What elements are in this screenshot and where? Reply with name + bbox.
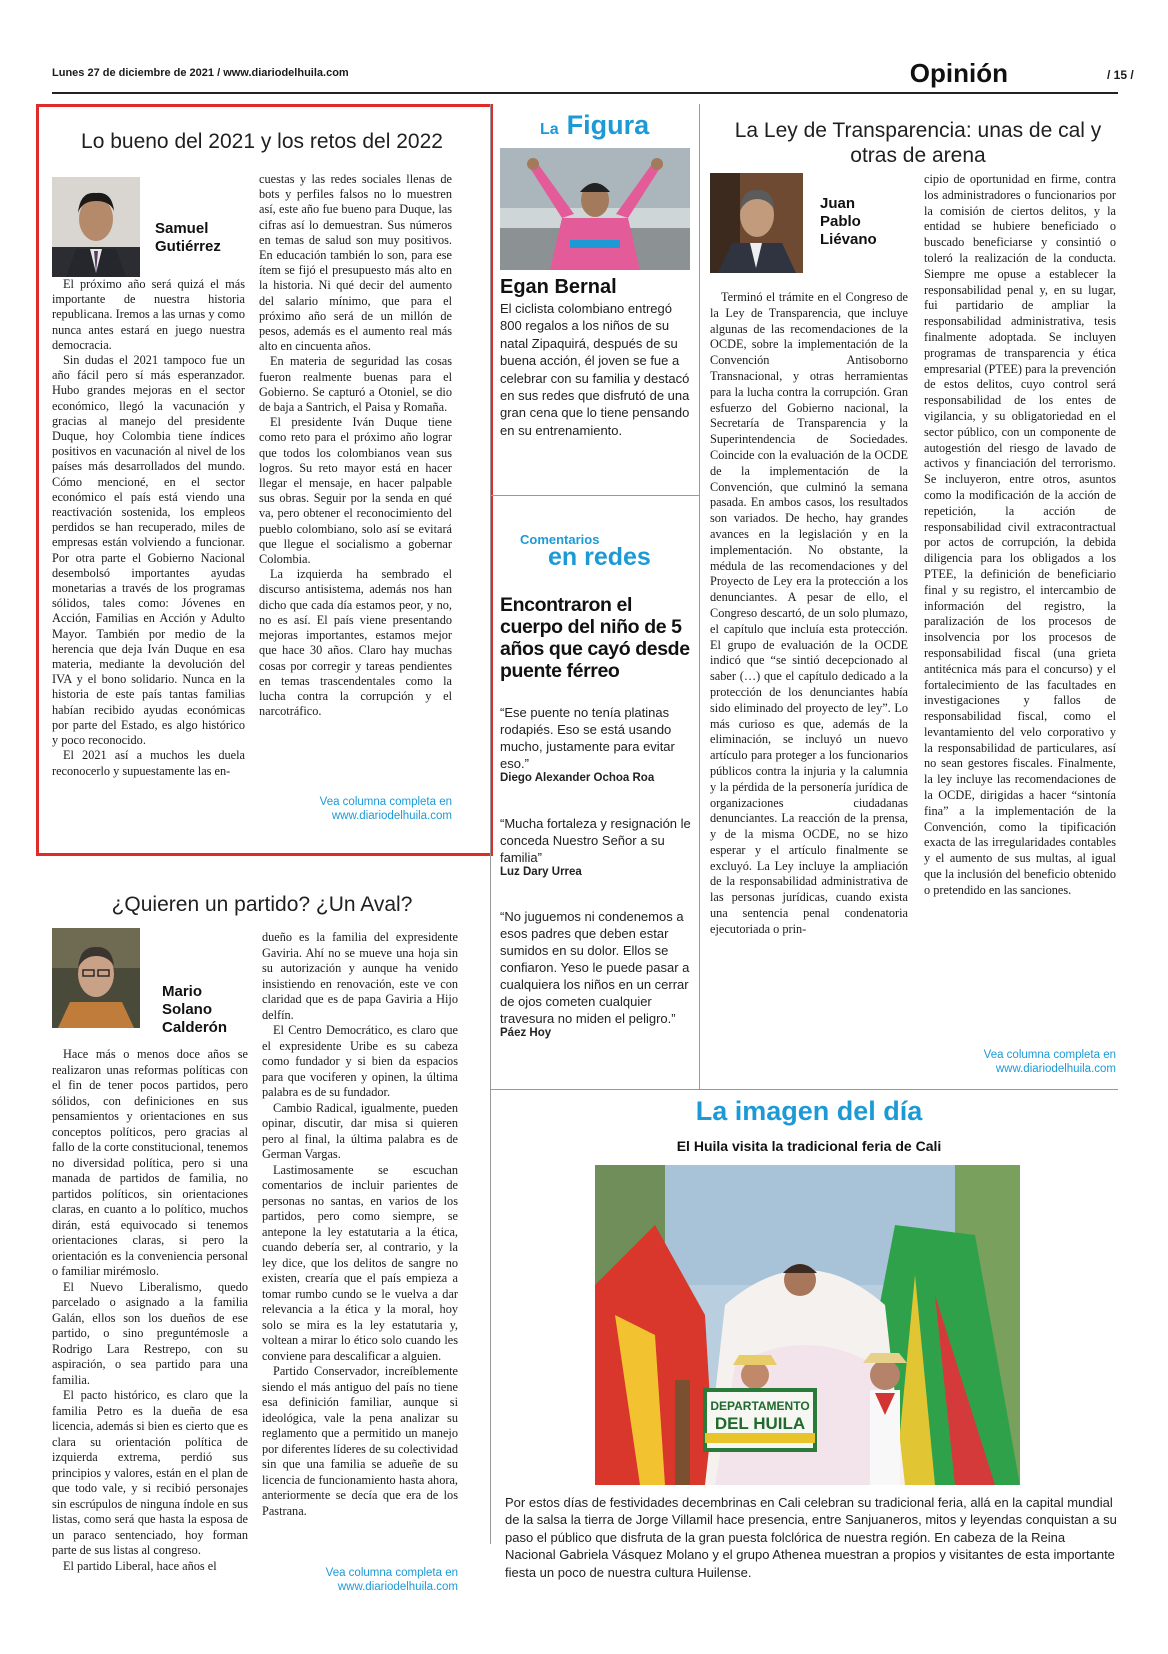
figura-name: Egan Bernal (500, 276, 617, 298)
article2-title: La Ley de Transparencia: unas de cal y otras de arena (734, 119, 1102, 167)
quote-author: Luz Dary Urrea (500, 866, 582, 878)
article2-more-link[interactable]: Vea columna completa en www.diariodelhuila.com (983, 1049, 1116, 1075)
imagen-photo (595, 1165, 1020, 1485)
article1-more-link[interactable]: Vea columna completa en www.diariodelhuila.com (319, 796, 452, 822)
article3-title: ¿Quieren un partido? ¿Un Aval? (111, 893, 413, 916)
author3-name: Mario Solano Calderón (162, 983, 228, 1036)
paragraph: El pacto histórico, es claro que la familia Petro es la dueña de esa licencia, además si bien es cierto que es clara su orientación política de izquierda extrema, perdió sus principios y valores, están en el plan de que todo vale, y si recibió personajes sin escrúpulos de ninguna índole en sus listas, como será que hasta la esposa de un paraco sentenciado, hoy forman parte de sus listas al congreso. (52, 1388, 248, 1557)
redes-headline: Encontraron el cuerpo del niño de 5 años que cayó desde puente férreo (500, 594, 690, 682)
quote-author: Páez Hoy (500, 1027, 552, 1039)
imagen-caption: Por estos días de festividades decembrinas en Cali celebran su tradicional feria, allá en la capital mundial de la salsa la tierra de Jorge Villamil hace presencia, entre Sanjuaneros, mitos y leyendas conquistan a su paso el público que disfruta de la gran puesta folclórica de nuestra región. En cabeza de la Reina Nacional Gabriela Vásquez Molano y el grupo Athenea muestran a propios y visitantes de esta importante fiesta un poco de nuestra cultura Huilense. (505, 1495, 1117, 1580)
figura-heading (540, 110, 649, 141)
quote-text: “Ese puente no tenía platinas rodapiés. Eso se está usando mucho, justamente para evitar eso.” (500, 705, 675, 771)
figura-text: El ciclista colombiano entregó 800 regalos a los niños de su natal Zipaquirá, después de su buena acción, él joven se fue a celebrar con su familia y destacó en sus redes que disfrutó de una gran cena que lo tiene pensando en su entrenamiento. (500, 301, 690, 438)
article3-col1 (52, 1047, 248, 1574)
paragraph: En materia de seguridad las cosas fueron realmente buenas para el Gobierno. Se capturó a Otoniel, se dio de baja a Santrich, el Paisa y Romaña. (259, 354, 452, 415)
section-title: Opinión (909, 58, 1008, 88)
column-divider (490, 104, 491, 1544)
article1-col2 (259, 172, 452, 719)
quote-author: Diego Alexander Ochoa Roa (500, 772, 655, 784)
paragraph: Terminó el trámite en el Congreso de la Ley de Transparencia, que incluye algunas de las recomendaciones de la OCDE, sobre la implementación de la Convención Antisoborno Transnacional, y otras herramientas para la lucha contra la corrupción. Gran esfuerzo del Gobierno nacional, la Secretaría de Transparencia y la Superintendencia de Sociedades. Coincide con la evaluación de la OCDE de la implementación de la Convención, que culminó la semana pasada. En ambos casos, los resultados son variados. De hecho, hay grandes avances en la legislación y en la implementación. No obstante, la médula de las recomendaciones y del Proyecto de Ley era la protección a los denunciantes. A pesar de ello, el Congreso descartó, de un solo plumazo, el capítulo que incluía esta protección. El grupo de evaluación de la OCDE indicó que “se sintió decepcionado al saber (…) que el capítulo dedicado a la protección de los denunciantes había sido eliminado del proyecto de ley”. Lo más curioso es que, además de la eliminación, se incluyó un nuevo artículo para proteger a los funcionarios públicos contra la injuria y la calumnia y la pérdida de la personería jurídica de organizaciones ciudadanas denunciantes. La reacción de la prensa, y de la misma OCDE, no se hizo esperar y el artículo finalmente se excluyó. La Ley incluye la ampliación de la responsabilidad administrativa de las personas jurídicas, cuando exista una sentencia penal condenatoria ejecutoriada o prin- (710, 290, 908, 936)
quote-1 (500, 704, 692, 784)
paragraph: Partido Conservador, increíblemente siendo el más antiguo del país no tiene esa definición familiar, aunque si ideológica, vale la pena analizar su reglamento que a permitido un manejo por diferentes líderes de su colectividad sin que una familia se adueñe de su licencia de funcionamiento hasta ahora, anteriormente se decía que era de los Pastrana. (262, 1364, 458, 1518)
author1-photo (52, 177, 140, 277)
paragraph: Hace más o menos doce años se realizaron unas reformas políticas con el fin de tener pocos partidos, pero sólidos, con definiciones en sus pensamientos y orientaciones en sus conceptos políticos, pero gracias al fallo de la corte constitucional, tenemos no diversidad política, pero si una manada de partidos de familia, no partidos políticos, sin orientaciones claras, en cuanto a lo político, muchos dirán, está equivocado si tenemos orientaciones claras, si pero la orientación es la conveniencia personal o familiar mirémoslo. (52, 1047, 248, 1278)
paragraph: Cambio Radical, igualmente, pueden opinar, discutir, dar misa si quieren pero al final, la última palabra es de German Vargas. (262, 1100, 458, 1161)
section-divider (490, 1089, 1118, 1090)
paragraph: La izquierda ha sembrado el discurso antisistema, además nos han dicho que cada día estamos peor, y no, no es así. El país viene presentando mejoras importantes, estamos mejor que hace 30 años. Claro hay muchas cosas por corregir y tareas pendientes en temas trascendentales como la lucha contra la corrupción y el narcotráfico. (259, 567, 452, 719)
figura-kicker: La (540, 121, 559, 138)
author1-name: Samuel Gutiérrez (155, 220, 221, 255)
quote-text: “No juguemos ni condenemos a esos padres que deben estar sumidos en su dolor. Ellos se confiaron. Yeso le puede pasar a cualquiera los niños en un cerrar de ojos cometen cualquier travesura no miden el peligro.” (500, 909, 690, 1026)
redes-kicker: Comentarios (520, 532, 600, 547)
figura-label: Figura (566, 110, 650, 140)
paragraph: Sin dudas el 2021 tampoco fue un año fácil pero sí más esperanzador. Hubo grandes mejoras en el sector económico, llegó la vacunación y gracias al manejo del presidente Duque, hoy Colombia tiene índices positivos en vacunación al nivel de los países más desarrollados del mundo. Cómo mencioné, en el sector económico el país está viendo una reactivación sostenida, los empleos perdidos se han recuperado, miles de empresas están volviendo a funcionar. Por otra parte el Gobierno Nacional desembolsó importantes ayudas monetarias a través de los programas sólidos, tales como: Jóvenes en Acción, Familias en Acción y Adulto Mayor. También por medio de la herencia que deja Iván Duque en esa materia, mediante la devolución del IVA y el bono solidario. Nunca en la historia de este país tantas familias habían recibido ayudas económicas por parte del Estado, es algo histórico y poco reconocido. (52, 353, 245, 748)
author2-name: Juan Pablo Liévano (820, 195, 877, 248)
quote-2 (500, 815, 692, 878)
paragraph: El partido Liberal, hace años el (63, 1558, 217, 1573)
sign-line2: DEL HUILA (714, 1414, 806, 1433)
sign-line1: DEPARTAMENTO (710, 1399, 810, 1413)
section-divider (490, 495, 699, 496)
header-rule (52, 92, 1118, 94)
paragraph: El próximo año será quizá el más importante de nuestra historia republicana. Iremos a las urnas y como nunca antes estará en juego nuestra democracia. (52, 277, 245, 352)
paragraph: El 2021 así a muchos les duela reconocerlo y supuestamente las en- (52, 748, 245, 778)
author2-photo (710, 173, 803, 273)
article2-col2 (924, 172, 1116, 899)
article1-title: Lo bueno del 2021 y los retos del 2022 (81, 130, 443, 153)
imagen-title: La imagen del día (695, 1096, 923, 1126)
paragraph: El Nuevo Liberalismo, quedo parcelado o asignado a la familia Galán, ellos son los dueños de ese partido, o sino preguntémosle a Rodrigo Lara Restrepo, con su aspiración, o sea partido para una familia. (52, 1279, 248, 1387)
redes-label: en redes (548, 543, 651, 571)
paragraph: dueño es la familia del expresidente Gaviria. Ahí no se mueve una hoja sin su autorización y aunque ha venido insistiendo en renovación, este ve con claridad que es de papa Gaviria a Hijo delfín. (262, 930, 458, 1022)
page-number: / 15 / (1107, 68, 1134, 82)
imagen-subtitle: El Huila visita la tradicional feria de Cali (676, 1138, 942, 1154)
paragraph: cuestas y las redes sociales llenas de bots y perfiles falsos no lo muestren así, este año fue bueno para Duque, las cifras así lo demuestran. Sus números en temas de salud son muy positivos. En educación también lo son, para ese ítem se fijó el presupuesto más alto en la historia. Ni qué decir del aumento del salario mínimo, que para el próximo año será de un millón de pesos, además es el aumento real más alto en cincuenta años. (259, 172, 452, 354)
paragraph: El presidente Iván Duque tiene como reto para el próximo año lograr que todos los colombianos vean sus logros. Su reto mayor está en hacer llegar el mensaje, en hacer palpable sus obras. Seguir por la senda en qué va, pero obtener el reconocimiento del pueblo colombiano, solo así se evitará que llegue el socialismo a gobernar Colombia. (259, 415, 452, 567)
article3-col2 (262, 930, 458, 1519)
article1-col1 (52, 277, 245, 779)
article3-more-link[interactable]: Vea columna completa en www.diariodelhuila.com (325, 1567, 458, 1593)
quote-text: “Mucha fortaleza y resignación le conceda Nuestro Señor a su familia” (500, 816, 691, 865)
dateline: Lunes 27 de diciembre de 2021 / www.diariodelhuila.com (52, 67, 349, 79)
paragraph: Lastimosamente se escuchan comentarios de incluir parientes de personas no santas, en varios de los partidos, pero como siempre, se antepone la ley estatutaria a la ética, cuando debería ser, al contrario, y la ley dice, que los delitos de sangre no existen, crearía que el país empieza a tomar rumbo cundo se le vuelva a dar relevancia a la ética y la moral, hoy solo se mira es la ley estatutaria y, voltean a mirar lo ético solo cuando les conviene para descalificar a alguien. (262, 1162, 458, 1363)
paragraph: El Centro Democrático, es claro que el expresidente Uribe es su cabeza como fundador y si bien da espacios para que vociferen y opinen, la última palabra es de su fundador. (262, 1023, 458, 1099)
column-divider (699, 104, 700, 1089)
figura-photo (500, 148, 690, 270)
article2-col1 (710, 290, 908, 938)
quote-3 (500, 908, 692, 1039)
author3-photo (52, 928, 140, 1028)
paragraph: cipio de oportunidad en firme, contra los administradores o funcionarios por la comisión de ciertos delitos, y la entidad se hubiere beneficiado o buscado beneficiarse y consintió o toleró la realización de la conducta. Siempre me opuse a establecer la responsabilidad penal y, en su lugar, fui partidario de ampliar la responsabilidad administrativa, tesis finalmente adoptada. Se incluyen programas de transparencia y ética empresarial (PTEE) para la prevención de estos delitos, cuyo control será responsabilidad de los entes de vigilancia, y su obligatoriedad en el sector público, con un componente de autogestión del riesgo de lavado de activos y financiación del terrorismo. Se incluyeron, entre otros, asuntos como la modificación de la acción de repetición, la acción de responsabilidad civil extracontractual por actos de corrupción, la debida diligencia para los obligados a los PTEE, la definición de beneficiario final y su registro, el intercambio de información del registro, la paralización de los procesos de insolvencia por los procesos de responsabilidad fiscal (una grieta antitécnica más para el concurso) y el fortalecimiento de las facultades en investigaciones y fallos de responsabilidad fiscal, como el levantamiento del velo corporativo y la responsabilidad de particulares, así no sean gestores fiscales. Finalmente, la ley incluye las recomendaciones de la OCDE, dirigidas a hacer “sintonía fina” a la implementación de la Convención, como la tipificación exacta de las irregularidades contables y el aumento de sus multas, al igual que la inclusión del beneficio obtenido o pretendido en las sanciones. (924, 172, 1116, 897)
